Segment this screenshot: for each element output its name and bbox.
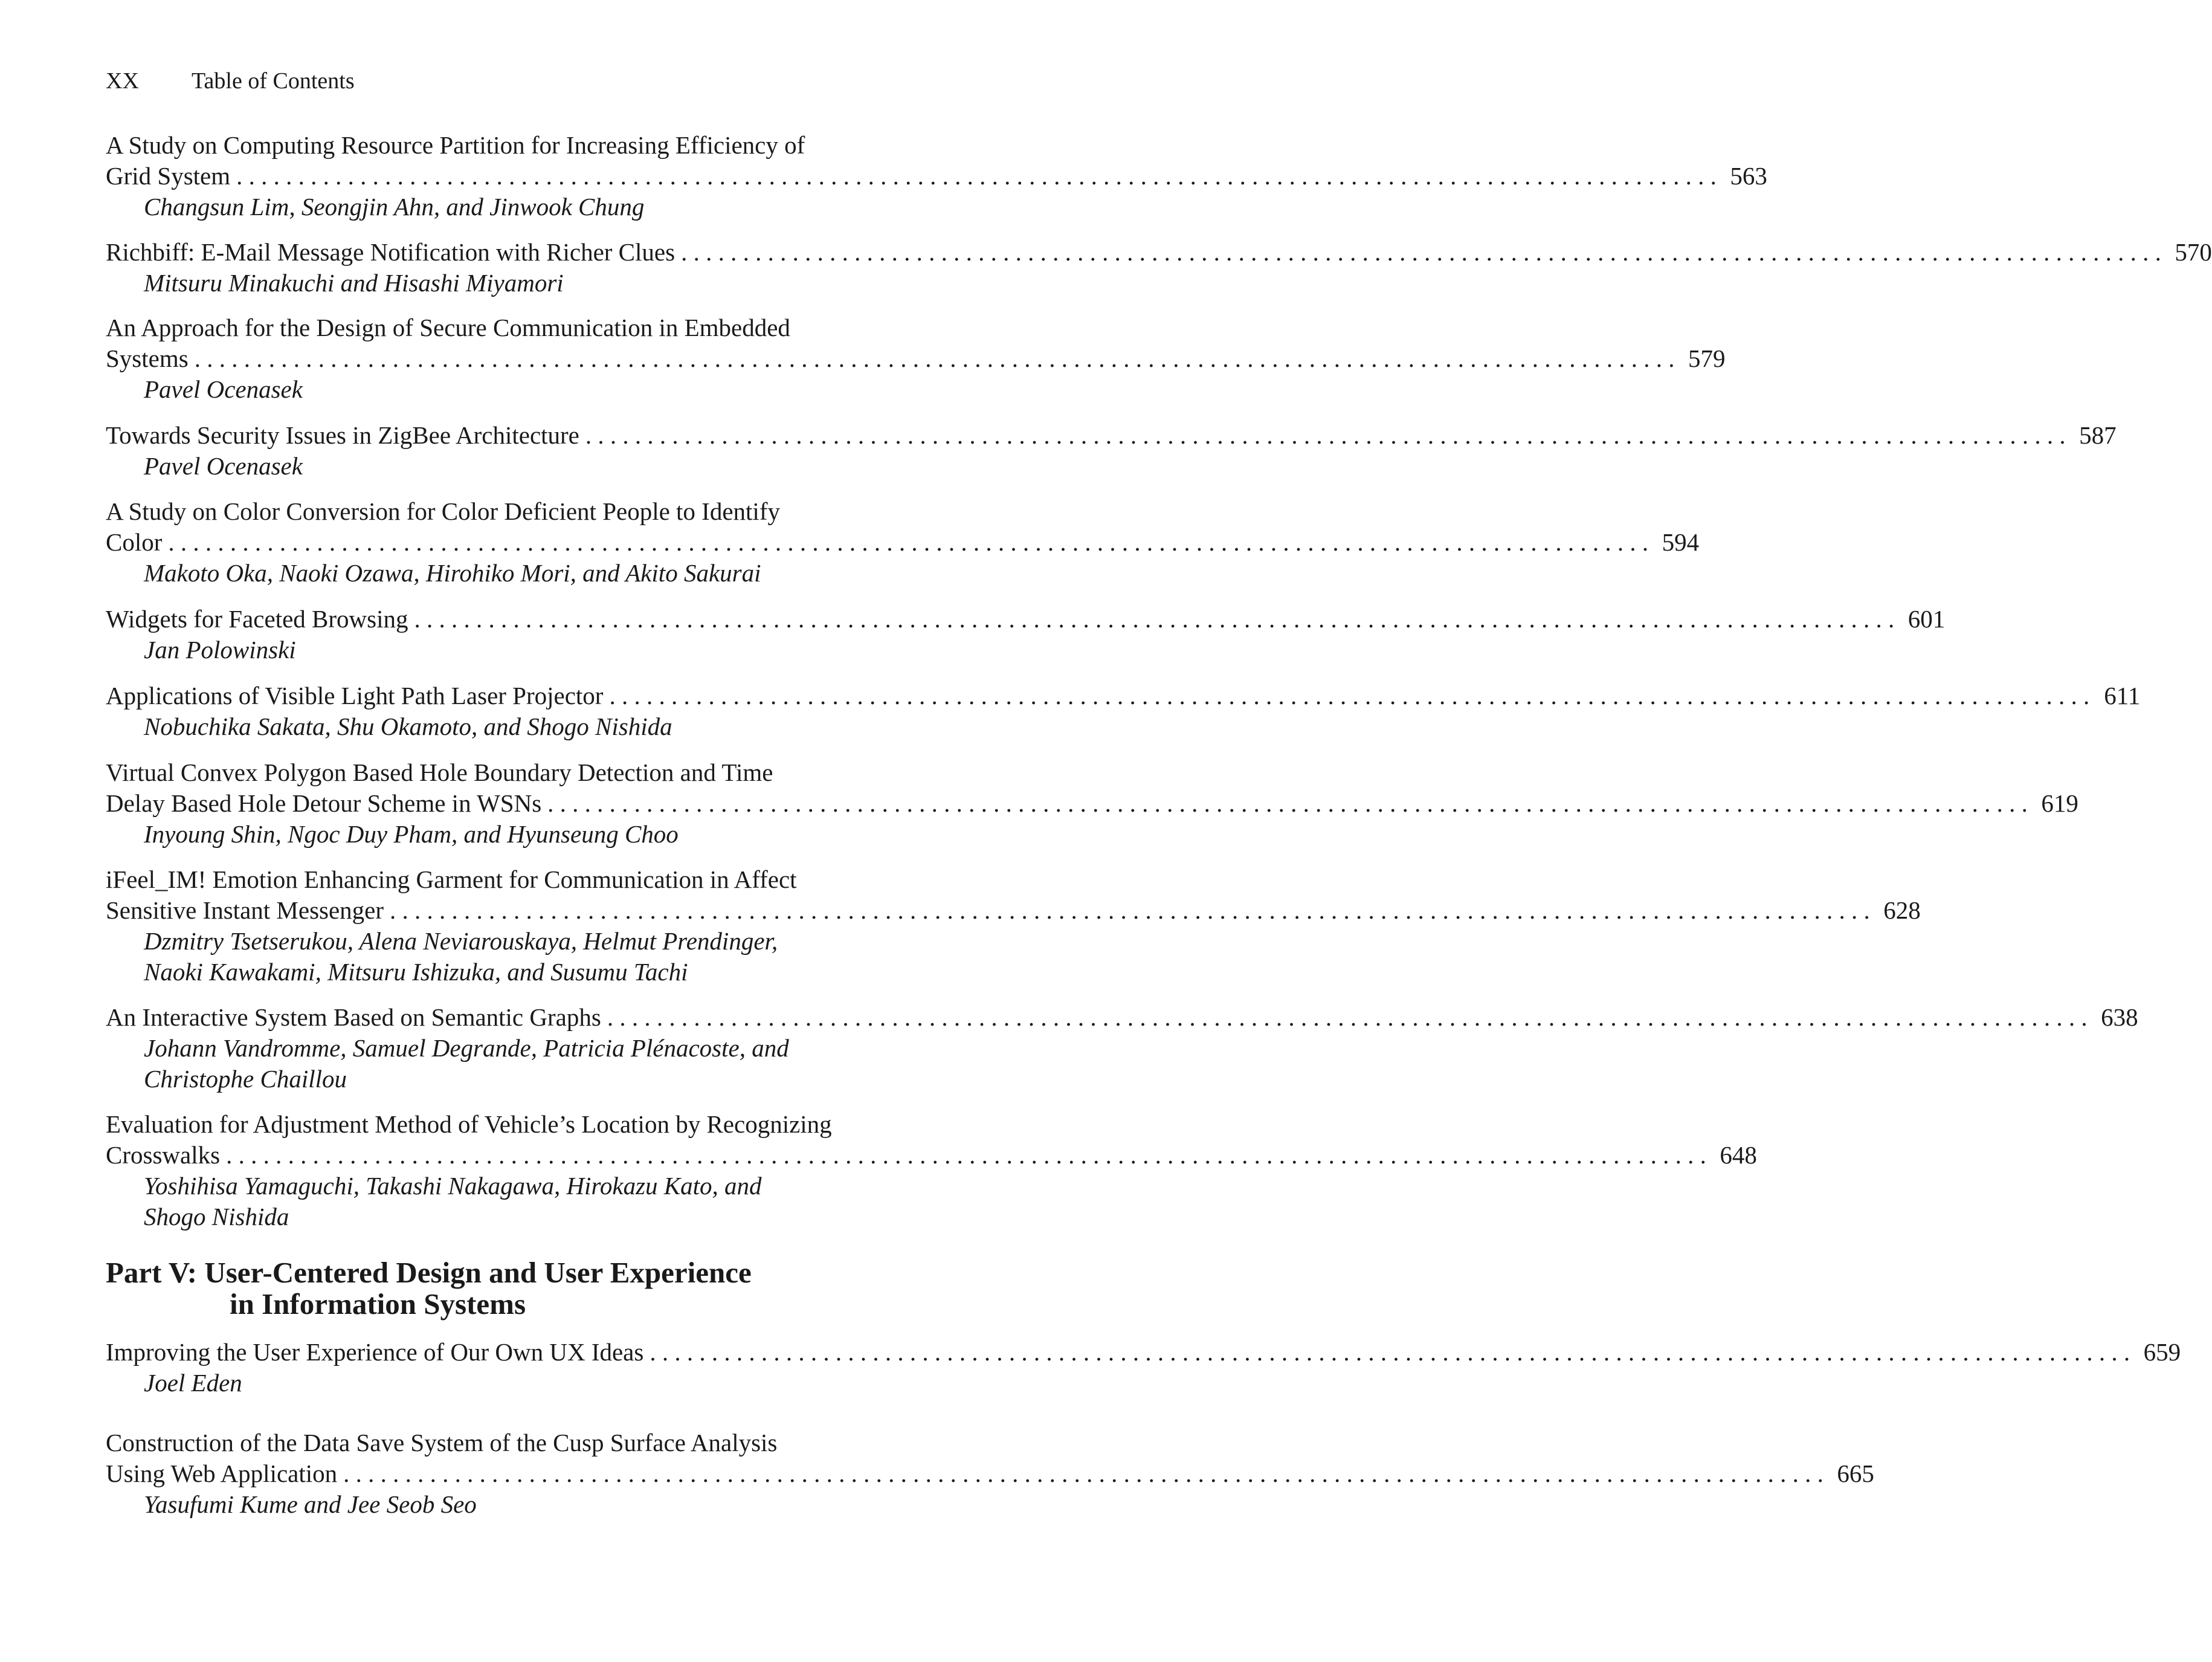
entry-title-text: Richbiff: E-Mail Message Notification with Richer Clues — [106, 238, 676, 266]
entry-authors — [144, 1489, 976, 1520]
page-ref: 563 — [1730, 162, 1767, 190]
toc-entry[interactable] — [106, 1337, 2181, 1398]
entry-title-line — [106, 1428, 976, 1458]
entry-title-text: Construction of the Data Save System of the Cusp Surface Analysis — [106, 1429, 778, 1457]
entry-title-line — [106, 312, 976, 343]
page-ref: 587 — [2079, 421, 2117, 449]
entry-authors — [144, 635, 976, 665]
author-line: Makoto Oka, Naoki Ozawa, Hirohiko Mori, and Akito Sakurai — [144, 559, 761, 587]
part-label: Part V: — [106, 1256, 198, 1289]
toc-entry[interactable] — [106, 130, 1767, 222]
running-header — [106, 65, 355, 97]
toc-entry[interactable] — [106, 757, 2078, 850]
entry-title-text: Virtual Convex Polygon Based Hole Boundary Detection and Time — [106, 758, 773, 786]
toc-entry[interactable] — [106, 1002, 2138, 1095]
entry-authors — [144, 926, 976, 988]
author-line: Christophe Chaillou — [144, 1065, 347, 1093]
part-title-line-2: in Information Systems — [230, 1287, 526, 1321]
entry-title-text: Improving the User Experience of Our Own UX Ideas — [106, 1338, 644, 1366]
page-ref: 611 — [2104, 682, 2141, 710]
author-line: Nobuchika Sakata, Shu Okamoto, and Shogo Nishida — [144, 713, 672, 740]
toc-entry[interactable] — [106, 237, 2212, 299]
dot-leader: . . . . . . . . . . . . . . . . . . . . . . . . . . . . . . . . . . . . . . . . . . . . . . . . . . . . . . . . . . . . . . . . . . . . . . . . . . . . . . . . . . . . . . . . . . . . . . . . . . . . . . . . . . . . . . . . . . . . . . . . — [236, 162, 1717, 190]
entry-title-line — [106, 527, 1700, 558]
page-ref: 579 — [1688, 344, 1726, 372]
author-line: Yoshihisa Yamaguchi, Takashi Nakagawa, Hirokazu Kato, and — [144, 1172, 762, 1200]
entry-title-line — [106, 757, 976, 788]
toc-entry[interactable] — [106, 864, 1921, 988]
author-line: Johann Vandromme, Samuel Degrande, Patricia Plénacoste, and — [144, 1034, 789, 1062]
entry-authors — [144, 451, 976, 482]
entry-title-text: An Approach for the Design of Secure Communication in Embedded — [106, 314, 790, 341]
entry-title-line — [106, 130, 976, 161]
part-title-line-1: User-Centered Design and User Experience — [204, 1256, 752, 1289]
page-ref: 628 — [1883, 896, 1921, 924]
entry-title-line — [106, 1337, 2181, 1368]
toc-entry[interactable] — [106, 420, 2117, 482]
dot-leader: . . . . . . . . . . . . . . . . . . . . . . . . . . . . . . . . . . . . . . . . . . . . . . . . . . . . . . . . . . . . . . . . . . . . . . . . . . . . . . . . . . . . . . . . . . . . . . . . . . . . . . . . . . . . . . . . . . . . . . . . — [390, 896, 1870, 924]
toc-entry[interactable] — [106, 496, 1700, 589]
dot-leader: . . . . . . . . . . . . . . . . . . . . . . . . . . . . . . . . . . . . . . . . . . . . . . . . . . . . . . . . . . . . . . . . . . . . . . . . . . . . . . . . . . . . . . . . . . . . . . . . . . . . . . . . . . . . . . . . . . . . . . . . — [343, 1460, 1823, 1487]
author-line: Joel Eden — [144, 1369, 242, 1397]
entry-title-line — [106, 1458, 1874, 1489]
page-ref: 648 — [1720, 1141, 1757, 1169]
entry-title-text: A Study on Computing Resource Partition for Increasing Efficiency of — [106, 131, 805, 159]
dot-leader: . . . . . . . . . . . . . . . . . . . . . . . . . . . . . . . . . . . . . . . . . . . . . . . . . . . . . . . . . . . . . . . . . . . . . . . . . . . . . . . . . . . . . . . . . . . . . . . . . . . . . . . . . . . . . . . . . . . . . . . . — [607, 1003, 2088, 1031]
entry-title-text: Widgets for Faceted Browsing — [106, 605, 408, 633]
entry-title-text: Evaluation for Adjustment Method of Vehicle’s Location by Recognizing — [106, 1110, 832, 1138]
entry-title-text: Delay Based Hole Detour Scheme in WSNs — [106, 789, 542, 817]
dot-leader: . . . . . . . . . . . . . . . . . . . . . . . . . . . . . . . . . . . . . . . . . . . . . . . . . . . . . . . . . . . . . . . . . . . . . . . . . . . . . . . . . . . . . . . . . . . . . . . . . . . . . . . . . . . . . . . . . . . . . . . . — [650, 1338, 2130, 1366]
author-line: Naoki Kawakami, Mitsuru Ishizuka, and Susumu Tachi — [144, 958, 688, 986]
entry-title-text: Grid System — [106, 162, 231, 190]
entry-title-line — [106, 681, 2141, 711]
entry-authors — [144, 711, 976, 742]
entry-title-text: Towards Security Issues in ZigBee Architecture — [106, 421, 579, 449]
author-line: Pavel Ocenasek — [144, 452, 303, 480]
entry-title-line — [106, 1109, 976, 1140]
page-ref: 570 — [2175, 238, 2212, 266]
page-ref: 594 — [1662, 528, 1700, 556]
entry-authors — [144, 558, 976, 589]
page-title: Table of Contents — [192, 68, 355, 94]
entry-title-line — [106, 864, 976, 895]
dot-leader: . . . . . . . . . . . . . . . . . . . . . . . . . . . . . . . . . . . . . . . . . . . . . . . . . . . . . . . . . . . . . . . . . . . . . . . . . . . . . . . . . . . . . . . . . . . . . . . . . . . . . . . . . . . . . . . . . . . . . . . . — [609, 682, 2090, 710]
dot-leader: . . . . . . . . . . . . . . . . . . . . . . . . . . . . . . . . . . . . . . . . . . . . . . . . . . . . . . . . . . . . . . . . . . . . . . . . . . . . . . . . . . . . . . . . . . . . . . . . . . . . . . . . . . . . . . . . . . . . . . . . — [414, 605, 1895, 633]
entry-title-line — [106, 895, 1921, 926]
dot-leader: . . . . . . . . . . . . . . . . . . . . . . . . . . . . . . . . . . . . . . . . . . . . . . . . . . . . . . . . . . . . . . . . . . . . . . . . . . . . . . . . . . . . . . . . . . . . . . . . . . . . . . . . . . . . . . . . . . . . . . . . — [168, 528, 1649, 556]
part-heading — [106, 1257, 752, 1320]
author-line: Shogo Nishida — [144, 1203, 289, 1230]
entry-title-line — [106, 420, 2117, 451]
entry-title-text: Applications of Visible Light Path Laser Projector — [106, 682, 604, 710]
dot-leader: . . . . . . . . . . . . . . . . . . . . . . . . . . . . . . . . . . . . . . . . . . . . . . . . . . . . . . . . . . . . . . . . . . . . . . . . . . . . . . . . . . . . . . . . . . . . . . . . . . . . . . . . . . . . . . . . . . . . . . . . — [681, 238, 2161, 266]
page-ref: 619 — [2041, 789, 2078, 817]
author-line: Jan Polowinski — [144, 636, 296, 664]
author-line: Changsun Lim, Seongjin Ahn, and Jinwook Chung — [144, 193, 645, 221]
entry-authors — [144, 1033, 976, 1095]
dot-leader: . . . . . . . . . . . . . . . . . . . . . . . . . . . . . . . . . . . . . . . . . . . . . . . . . . . . . . . . . . . . . . . . . . . . . . . . . . . . . . . . . . . . . . . . . . . . . . . . . . . . . . . . . . . . . . . . . . . . . . . . — [194, 344, 1675, 372]
entry-title-text: Crosswalks — [106, 1141, 221, 1169]
author-line: Dzmitry Tsetserukou, Alena Neviarouskaya, Helmut Prendinger, — [144, 927, 778, 955]
entry-title-line — [106, 237, 2212, 268]
dot-leader: . . . . . . . . . . . . . . . . . . . . . . . . . . . . . . . . . . . . . . . . . . . . . . . . . . . . . . . . . . . . . . . . . . . . . . . . . . . . . . . . . . . . . . . . . . . . . . . . . . . . . . . . . . . . . . . . . . . . . . . . — [226, 1141, 1706, 1169]
toc-entry[interactable] — [106, 1109, 1757, 1232]
toc-entry[interactable] — [106, 1428, 1874, 1520]
page-ref: 638 — [2101, 1003, 2138, 1031]
toc-entry[interactable] — [106, 604, 1946, 665]
entry-authors — [144, 268, 976, 299]
toc-entry[interactable] — [106, 312, 1726, 405]
entry-title-line — [106, 1140, 1757, 1171]
toc-entry[interactable] — [106, 681, 2141, 742]
entry-title-line — [106, 496, 976, 527]
entry-title-text: iFeel_IM! Emotion Enhancing Garment for Communication in Affect — [106, 865, 797, 893]
page-number: XX — [106, 68, 139, 94]
entry-authors — [144, 192, 976, 222]
page-ref: 665 — [1837, 1460, 1874, 1487]
entry-title-text: Color — [106, 528, 163, 556]
entry-authors — [144, 374, 976, 405]
entry-authors — [144, 819, 976, 850]
page-ref: 601 — [1907, 605, 1946, 633]
entry-title-text: A Study on Color Conversion for Color Deficient People to Identify — [106, 497, 780, 525]
entry-title-text: An Interactive System Based on Semantic Graphs — [106, 1003, 601, 1031]
author-line: Yasufumi Kume and Jee Seob Seo — [144, 1490, 477, 1518]
page-ref: 659 — [2143, 1338, 2181, 1366]
dot-leader: . . . . . . . . . . . . . . . . . . . . . . . . . . . . . . . . . . . . . . . . . . . . . . . . . . . . . . . . . . . . . . . . . . . . . . . . . . . . . . . . . . . . . . . . . . . . . . . . . . . . . . . . . . . . . . . . . . . . . . . . — [585, 421, 2066, 449]
entry-authors — [144, 1368, 976, 1398]
author-line: Inyoung Shin, Ngoc Duy Pham, and Hyunseung Choo — [144, 820, 679, 848]
author-line: Mitsuru Minakuchi and Hisashi Miyamori — [144, 269, 564, 297]
entry-title-line — [106, 604, 1946, 635]
entry-title-line — [106, 788, 2078, 819]
entry-title-line — [106, 161, 1767, 192]
dot-leader: . . . . . . . . . . . . . . . . . . . . . . . . . . . . . . . . . . . . . . . . . . . . . . . . . . . . . . . . . . . . . . . . . . . . . . . . . . . . . . . . . . . . . . . . . . . . . . . . . . . . . . . . . . . . . . . . . . . . . . . . — [547, 789, 2028, 817]
entry-title-text: Using Web Application — [106, 1460, 338, 1487]
entry-title-text: Sensitive Instant Messenger — [106, 896, 384, 924]
entry-authors — [144, 1171, 976, 1232]
author-line: Pavel Ocenasek — [144, 375, 303, 403]
entry-title-line — [106, 343, 1726, 374]
entry-title-text: Systems — [106, 344, 189, 372]
entry-title-line — [106, 1002, 2138, 1033]
